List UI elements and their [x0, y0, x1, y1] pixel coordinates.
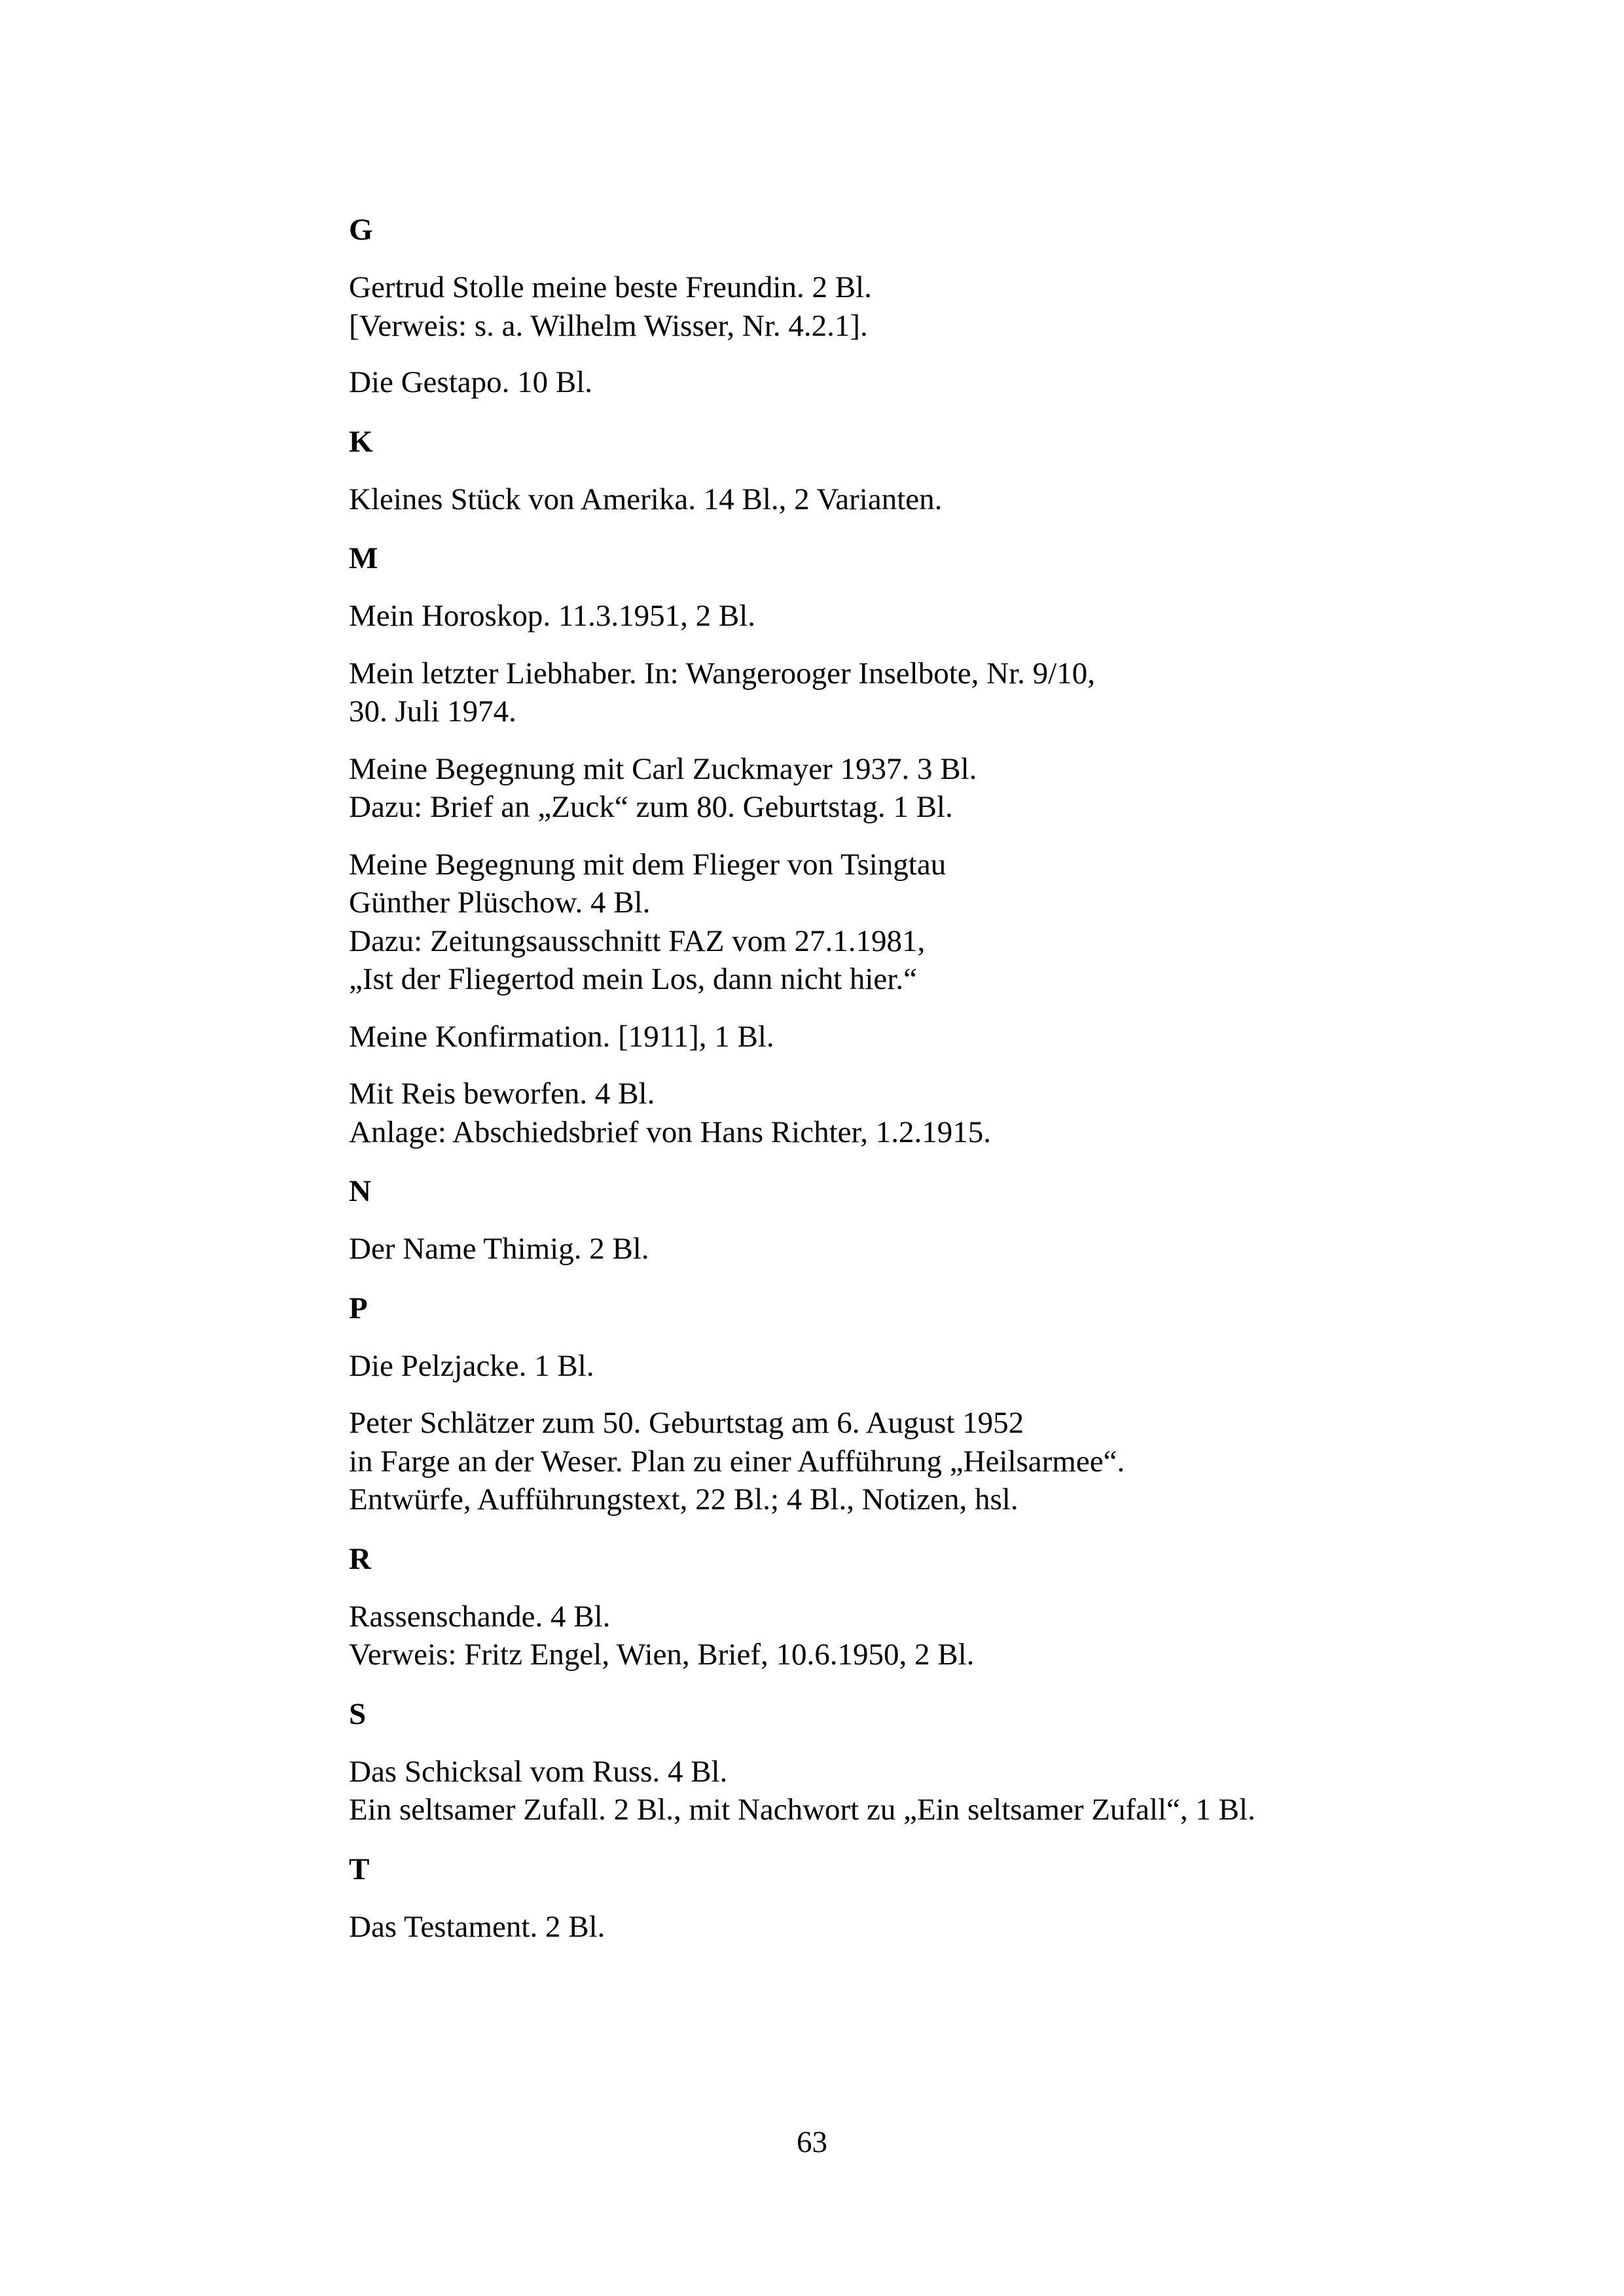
section-entries	[349, 480, 1462, 519]
entry-line: Verweis: Fritz Engel, Wien, Brief, 10.6.1950, 2 Bl.	[349, 1638, 975, 1672]
list-item	[349, 480, 1462, 519]
section-entries	[349, 1598, 1462, 1674]
section-letter: P	[349, 1291, 368, 1325]
section-letter: S	[349, 1696, 367, 1731]
section-r	[349, 1540, 1462, 1674]
entry-line: „Ist der Fliegertod mein Los, dann nicht hier.“	[349, 962, 917, 996]
list-item	[349, 597, 1462, 636]
entry-line: Das Testament. 2 Bl.	[349, 1909, 605, 1944]
entry-line: Rassenschande. 4 Bl.	[349, 1599, 611, 1634]
list-item	[349, 655, 1462, 731]
entry-line: Das Schicksal vom Russ. 4 Bl.	[349, 1754, 728, 1789]
document-body	[349, 211, 1462, 1946]
entry-line: Anlage: Abschiedsbrief von Hans Richter, 1.2.1915.	[349, 1115, 992, 1149]
entry-line: [Verweis: s. a. Wilhelm Wisser, Nr. 4.2.1].	[349, 308, 868, 343]
entry-line: Die Pelzjacke. 1 Bl.	[349, 1348, 594, 1383]
section-entries	[349, 1230, 1462, 1268]
section-entries	[349, 1753, 1462, 1829]
entry-line: Meine Begegnung mit Carl Zuckmayer 1937. 3 Bl.	[349, 751, 977, 786]
entry-line: in Farge an der Weser. Plan zu einer Aufführung „Heilsarmee“.	[349, 1444, 1125, 1479]
section-entries	[349, 1908, 1462, 1946]
section-m	[349, 539, 1462, 1151]
list-item	[349, 1018, 1462, 1056]
list-item	[349, 750, 1462, 827]
list-item	[349, 363, 1462, 402]
list-item	[349, 1347, 1462, 1386]
list-item	[349, 268, 1462, 345]
list-item	[349, 1404, 1462, 1519]
entry-line: Entwürfe, Aufführungstext, 22 Bl.; 4 Bl., Notizen, hsl.	[349, 1482, 1019, 1516]
entry-line: Meine Begegnung mit dem Flieger von Tsingtau	[349, 847, 947, 882]
entry-line: Mein Horoskop. 11.3.1951, 2 Bl.	[349, 599, 756, 633]
section-s	[349, 1695, 1462, 1829]
section-letter: G	[349, 213, 373, 247]
entry-line: Ein seltsamer Zufall. 2 Bl., mit Nachwort zu „Ein seltsamer Zufall“, 1 Bl.	[349, 1793, 1255, 1827]
section-g	[349, 211, 1462, 402]
list-item	[349, 1908, 1462, 1946]
section-n	[349, 1172, 1462, 1268]
list-item	[349, 1075, 1462, 1151]
entry-line: 30. Juli 1974.	[349, 694, 516, 728]
section-letter: K	[349, 424, 373, 459]
page-number: 63	[797, 2125, 827, 2159]
entry-line: Der Name Thimig. 2 Bl.	[349, 1232, 649, 1266]
section-t	[349, 1850, 1462, 1946]
entry-line: Die Gestapo. 10 Bl.	[349, 365, 593, 399]
entry-line: Günther Plüschow. 4 Bl.	[349, 886, 651, 920]
section-letter: N	[349, 1174, 371, 1208]
entry-line: Dazu: Brief an „Zuck“ zum 80. Geburtstag. 1 Bl.	[349, 790, 953, 824]
section-letter: T	[349, 1852, 370, 1886]
entry-line: Peter Schlätzer zum 50. Geburtstag am 6. August 1952	[349, 1406, 1024, 1440]
section-letter: R	[349, 1541, 371, 1576]
entry-line: Gertrud Stolle meine beste Freundin. 2 Bl.	[349, 270, 872, 304]
entry-line: Dazu: Zeitungsausschnitt FAZ vom 27.1.1981,	[349, 924, 926, 958]
section-p	[349, 1289, 1462, 1519]
list-item	[349, 1753, 1462, 1829]
list-item	[349, 846, 1462, 999]
section-entries	[349, 268, 1462, 402]
section-k	[349, 423, 1462, 519]
entry-line: Kleines Stück von Amerika. 14 Bl., 2 Varianten.	[349, 482, 943, 516]
entry-line: Mit Reis beworfen. 4 Bl.	[349, 1077, 655, 1111]
entry-line: Mein letzter Liebhaber. In: Wangerooger Inselbote, Nr. 9/10,	[349, 656, 1095, 691]
section-letter: M	[349, 541, 378, 575]
section-entries	[349, 1347, 1462, 1519]
list-item	[349, 1230, 1462, 1268]
list-item	[349, 1598, 1462, 1674]
entry-line: Meine Konfirmation. [1911], 1 Bl.	[349, 1019, 774, 1054]
section-entries	[349, 597, 1462, 1151]
